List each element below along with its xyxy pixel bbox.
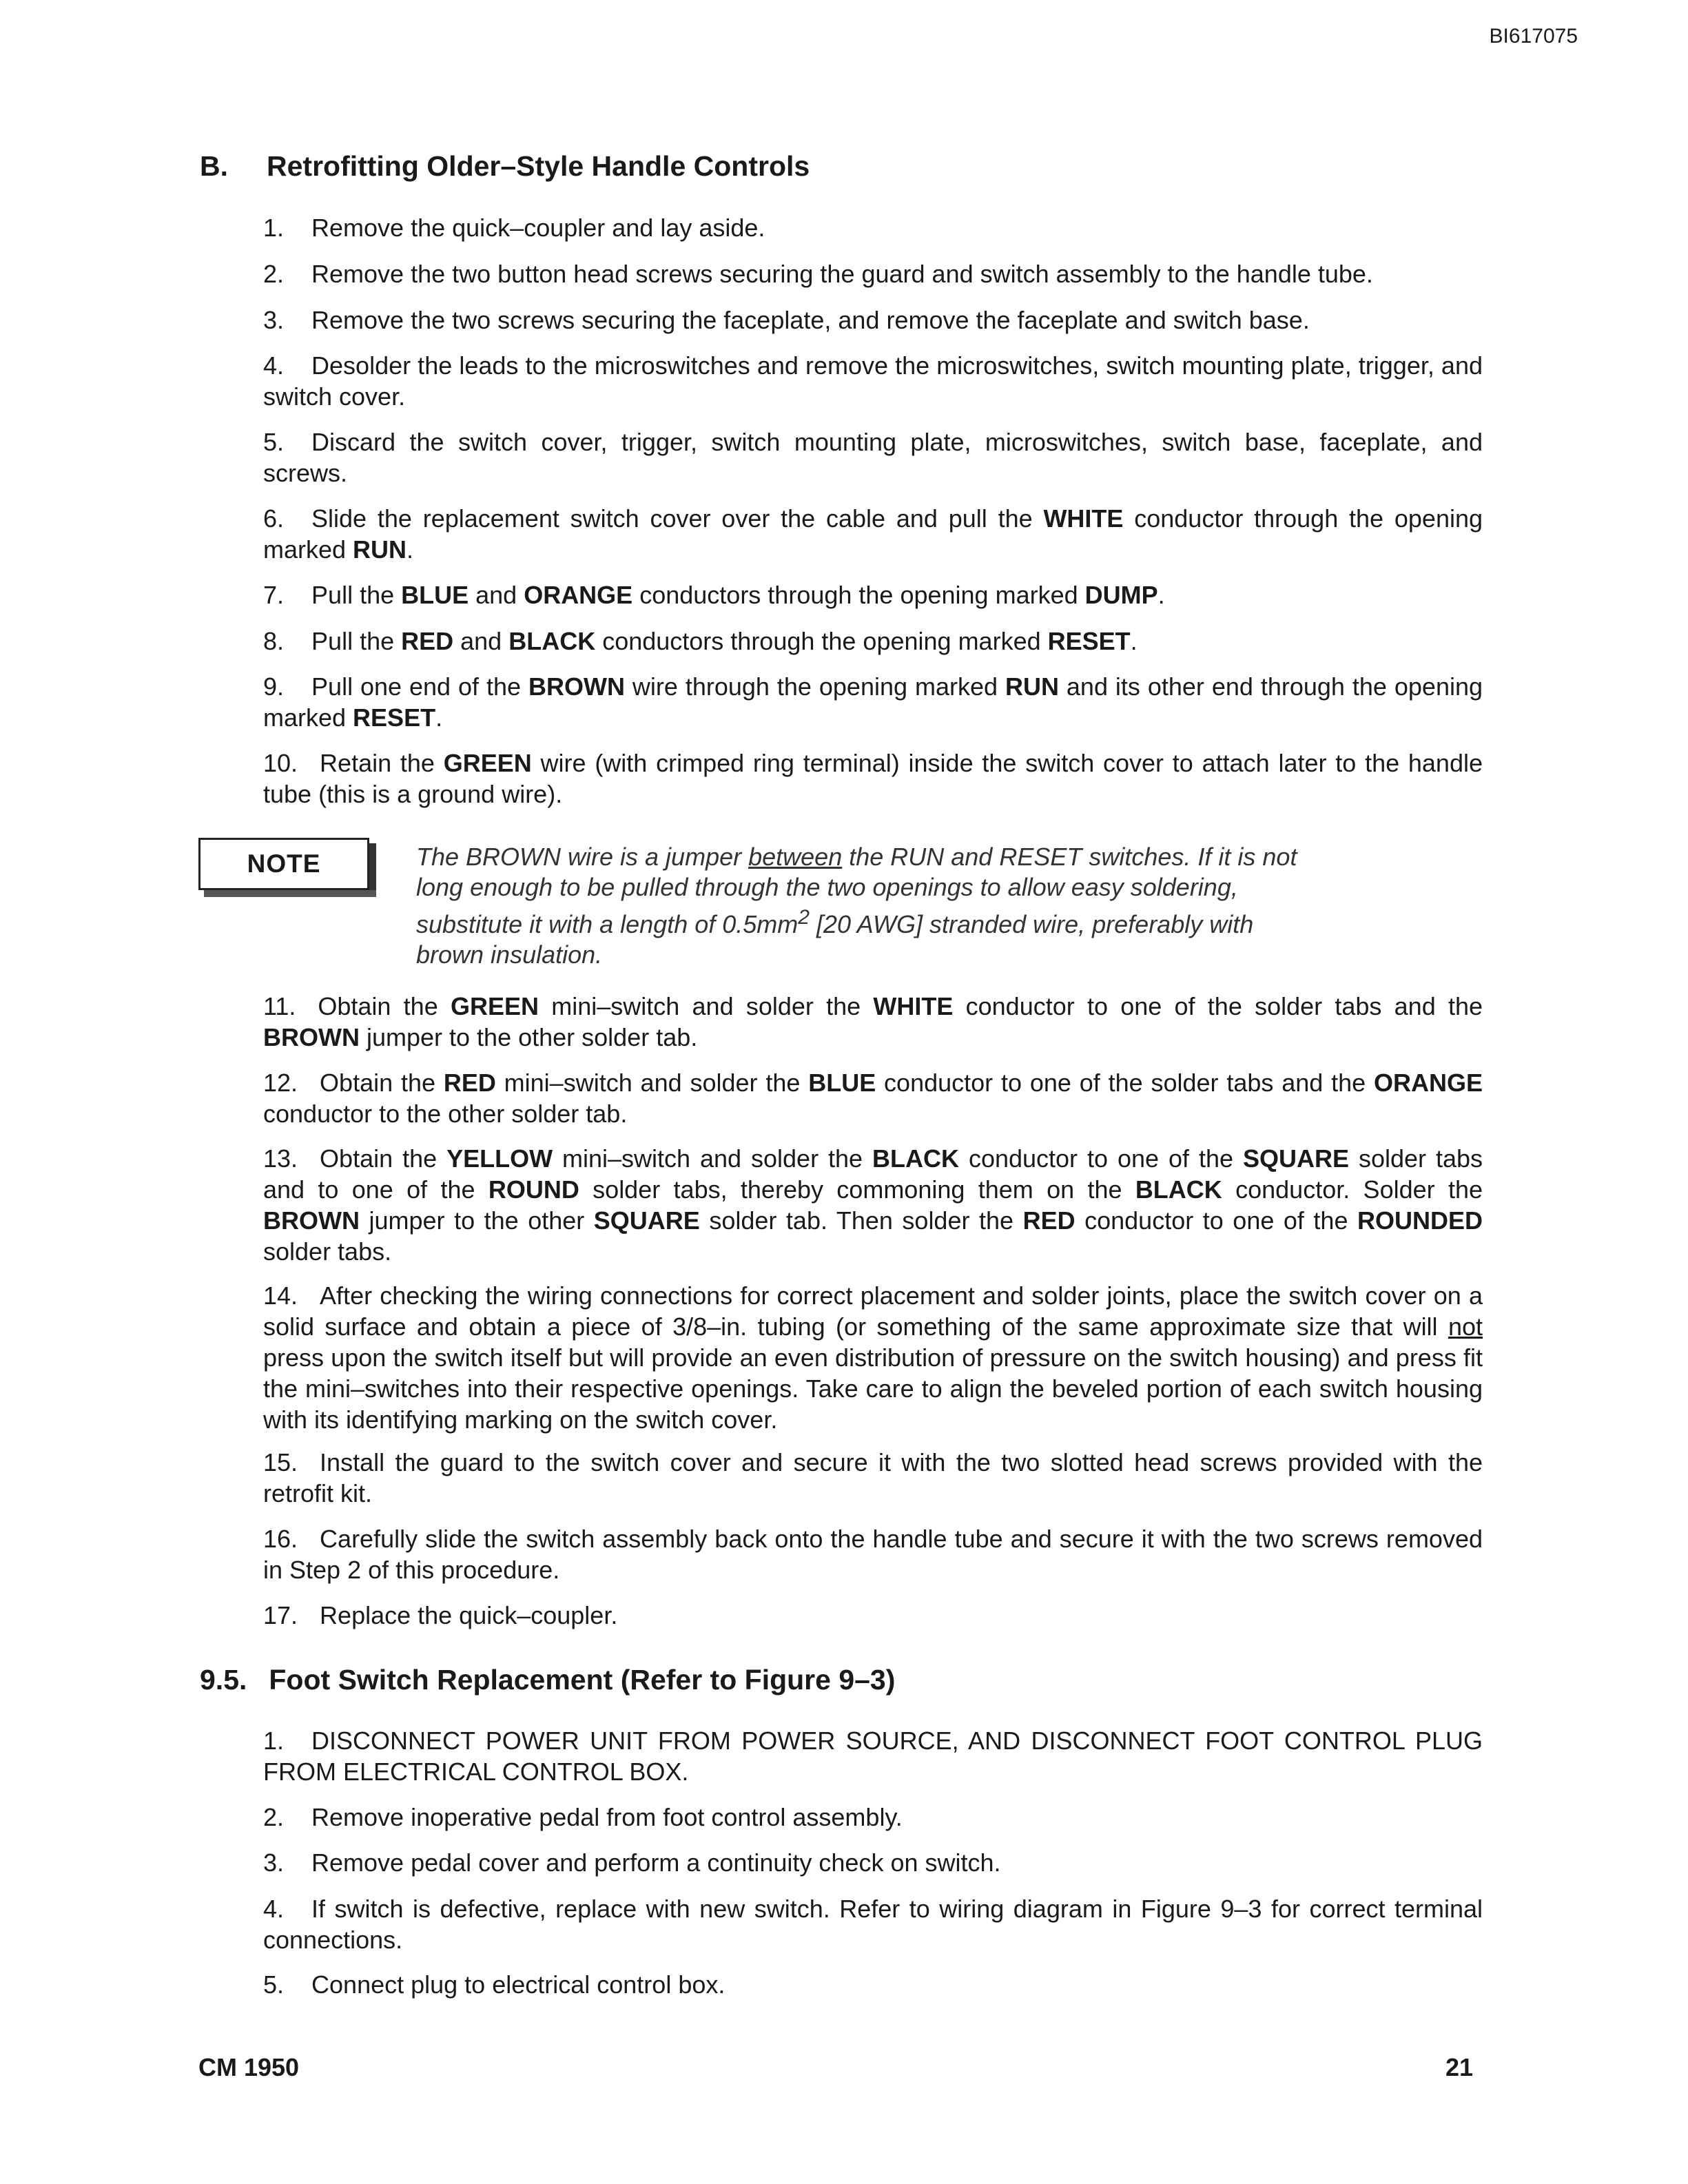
emphasis-text: RESET <box>353 703 436 732</box>
text-run: [20 AWG] stranded wire, preferably with brown insulation. <box>416 910 1254 969</box>
step-number: 17. <box>263 1601 298 1629</box>
text-run: mini–switch and solder the <box>539 992 874 1020</box>
step-number: 13. <box>263 1144 298 1173</box>
step-number: 1. <box>263 1727 285 1755</box>
step-number: 2. <box>263 260 285 288</box>
list-item <box>263 626 1483 657</box>
text-run: Pull the <box>311 581 402 609</box>
text-run: Obtain the <box>318 992 451 1020</box>
text-run: conductor to one of the <box>1075 1206 1358 1235</box>
emphasis-text: RED <box>1022 1206 1075 1235</box>
text-run: . <box>406 535 414 564</box>
text-run: conductor to one of the solder tabs and the <box>953 992 1483 1020</box>
step-number: 7. <box>263 581 285 609</box>
text-run: conductor to one of the <box>959 1144 1243 1173</box>
superscript: 2 <box>798 906 810 929</box>
step-number: 3. <box>263 1848 285 1877</box>
emphasis-text: SQUARE <box>1242 1144 1349 1173</box>
step-number: 14. <box>263 1281 298 1310</box>
underlined-text: not <box>1448 1312 1483 1341</box>
note-text <box>416 842 1305 970</box>
emphasis-text: BROWN <box>528 672 625 701</box>
text-run: Pull the <box>311 627 402 655</box>
list-item <box>263 579 1483 610</box>
text-run: wire through the opening marked <box>624 672 1005 701</box>
emphasis-text: GREEN <box>450 992 539 1020</box>
emphasis-text: GREEN <box>443 749 532 777</box>
list-item <box>263 1847 1483 1878</box>
text-run: and <box>453 627 509 655</box>
text-run: mini–switch and solder the <box>553 1144 873 1173</box>
text-run: Replace the quick–coupler. <box>320 1601 618 1629</box>
emphasis-text: RESET <box>1047 627 1131 655</box>
text-run: Remove the quick–coupler and lay aside. <box>311 214 765 242</box>
step-number: 5. <box>263 1970 285 1999</box>
text-run: jumper to the other solder tab. <box>359 1023 698 1051</box>
text-run: Remove the two button head screws securing the guard and switch assembly to the handle tube. <box>311 260 1373 288</box>
list-item <box>263 1893 1483 1955</box>
underlined-text: between <box>748 843 843 871</box>
text-run: Slide the replacement switch cover over the cable and pull the <box>311 504 1044 533</box>
list-item <box>263 1600 1483 1631</box>
text-run: wire (with crimped ring terminal) inside the switch cover to attach later to the handle tube (this is a ground wire). <box>263 749 1483 808</box>
emphasis-text: BLUE <box>401 581 469 609</box>
text-run: Remove pedal cover and perform a continuity check on switch. <box>311 1848 1001 1877</box>
section-9-5-number: 9.5. <box>200 1664 247 1696</box>
step-number: 3. <box>263 306 285 334</box>
section-b-title: Retrofitting Older–Style Handle Controls <box>267 150 810 182</box>
step-number: 1. <box>263 214 285 242</box>
text-run: Obtain the <box>320 1144 447 1173</box>
list-item <box>263 258 1483 289</box>
text-run: Install the guard to the switch cover and secure it with the two slotted head screws provided with the retrofit kit. <box>263 1448 1483 1507</box>
step-number: 12. <box>263 1069 298 1097</box>
list-item <box>263 305 1483 336</box>
page-number: 21 <box>1445 2053 1474 2081</box>
text-run: conductors through the opening marked <box>595 627 1048 655</box>
emphasis-text: WHITE <box>1043 504 1124 533</box>
emphasis-text: ORANGE <box>524 581 633 609</box>
text-run: and its other end through the opening marked <box>263 672 1483 732</box>
section-b-heading <box>200 150 810 183</box>
step-number: 4. <box>263 1895 285 1923</box>
text-run: and <box>469 581 524 609</box>
emphasis-text: BLACK <box>1135 1175 1222 1204</box>
step-number: 4. <box>263 351 285 380</box>
emphasis-text: RED <box>401 627 454 655</box>
list-item <box>263 1067 1483 1129</box>
note-shadow <box>204 890 376 897</box>
emphasis-text: RED <box>443 1069 496 1097</box>
section-b-letter: B. <box>200 150 228 182</box>
list-item <box>263 426 1483 488</box>
text-run: The BROWN wire is a jumper <box>416 843 749 871</box>
note-shadow <box>369 843 376 896</box>
text-run: Retain the <box>320 749 444 777</box>
text-run: Pull one end of the <box>311 672 528 701</box>
list-item <box>263 503 1483 565</box>
step-number: 11. <box>263 992 296 1020</box>
step-number: 10. <box>263 749 298 777</box>
text-run: solder tabs, thereby commoning them on the <box>579 1175 1135 1204</box>
text-run: . <box>1157 581 1165 609</box>
text-run: jumper to the other <box>359 1206 594 1235</box>
emphasis-text: BLACK <box>872 1144 959 1173</box>
text-run: Carefully slide the switch assembly back onto the handle tube and secure it with the two screws removed in Step 2 of this procedure. <box>263 1525 1483 1584</box>
text-run: conductor. Solder the <box>1222 1175 1483 1204</box>
text-run: Discard the switch cover, trigger, switch mounting plate, microswitches, switch base, faceplate, and screws. <box>263 428 1483 487</box>
list-item <box>263 1143 1483 1267</box>
list-item <box>263 350 1483 412</box>
emphasis-text: BLUE <box>808 1069 876 1097</box>
footer-doc-code: CM 1950 <box>198 2053 300 2081</box>
text-run: . <box>1130 627 1138 655</box>
text-run: conductor to the other solder tab. <box>263 1100 628 1128</box>
emphasis-text: DUMP <box>1084 581 1158 609</box>
list-item <box>263 212 1483 243</box>
text-run: solder tab. Then solder the <box>699 1206 1023 1235</box>
text-run: If switch is defective, replace with new switch. Refer to wiring diagram in Figure 9–3 for correct terminal connections. <box>263 1895 1483 1954</box>
list-item <box>263 991 1483 1053</box>
text-run: the RUN and RESET switches. If it is not long enough to be pulled through the two openings to allow easy soldering, substitute it with a length of 0.5mm <box>416 843 1297 938</box>
text-run: Remove the two screws securing the faceplate, and remove the faceplate and switch base. <box>311 306 1310 334</box>
step-number: 15. <box>263 1448 298 1476</box>
text-run: conductors through the opening marked <box>632 581 1085 609</box>
emphasis-text: RUN <box>1005 672 1059 701</box>
text-run: solder tabs. <box>263 1237 392 1266</box>
step-number: 9. <box>263 672 285 701</box>
list-item <box>263 1969 1483 2000</box>
text-run: . <box>435 703 443 732</box>
note-label: NOTE <box>198 838 369 890</box>
emphasis-text: ROUND <box>488 1175 579 1204</box>
list-item <box>263 748 1483 810</box>
step-number: 16. <box>263 1525 298 1553</box>
step-number: 6. <box>263 504 285 533</box>
section-9-5-title: Foot Switch Replacement (Refer to Figure 9–3) <box>269 1664 896 1696</box>
text-run: conductor to one of the solder tabs and the <box>876 1069 1374 1097</box>
step-number: 8. <box>263 627 285 655</box>
text-run: conductor through the opening marked <box>263 504 1483 564</box>
text-run: Remove inoperative pedal from foot control assembly. <box>311 1803 903 1831</box>
emphasis-text: YELLOW <box>446 1144 553 1173</box>
text-run: After checking the wiring connections for correct placement and solder joints, place the switch cover on a solid surface and obtain a piece of 3/8–in. tubing (or something of the same approximate size that will <box>263 1281 1483 1341</box>
emphasis-text: BLACK <box>508 627 596 655</box>
section-9-5-heading <box>200 1664 895 1696</box>
text-run: Obtain the <box>320 1069 444 1097</box>
list-item <box>263 1802 1483 1833</box>
emphasis-text: BROWN <box>263 1023 360 1051</box>
emphasis-text: SQUARE <box>593 1206 700 1235</box>
list-item <box>263 1280 1483 1435</box>
step-number: 5. <box>263 428 285 456</box>
text-run: press upon the switch itself but will provide an even distribution of pressure on the switch housing) and press fit the mini–switches into their respective openings. Take care to align the beveled portion of each switch housing with its identifying marking on the switch cover. <box>263 1343 1483 1434</box>
text-run: Desolder the leads to the microswitches and remove the microswitches, switch mounting plate, trigger, and switch cover. <box>263 351 1483 411</box>
list-item <box>263 1523 1483 1585</box>
text-run: mini–switch and solder the <box>495 1069 809 1097</box>
text-run: Connect plug to electrical control box. <box>311 1970 725 1999</box>
text-run: solder tabs and to one of the <box>263 1144 1483 1204</box>
list-item <box>263 671 1483 733</box>
emphasis-text: ORANGE <box>1374 1069 1483 1097</box>
emphasis-text: BROWN <box>263 1206 360 1235</box>
document-id: BI617075 <box>1489 25 1578 48</box>
text-run: DISCONNECT POWER UNIT FROM POWER SOURCE, AND DISCONNECT FOOT CONTROL PLUG FROM ELECTRICAL CONTROL BOX. <box>263 1727 1483 1786</box>
list-item <box>263 1447 1483 1509</box>
emphasis-text: ROUNDED <box>1357 1206 1483 1235</box>
emphasis-text: RUN <box>353 535 407 564</box>
list-item <box>263 1725 1483 1787</box>
step-number: 2. <box>263 1803 285 1831</box>
emphasis-text: WHITE <box>873 992 954 1020</box>
